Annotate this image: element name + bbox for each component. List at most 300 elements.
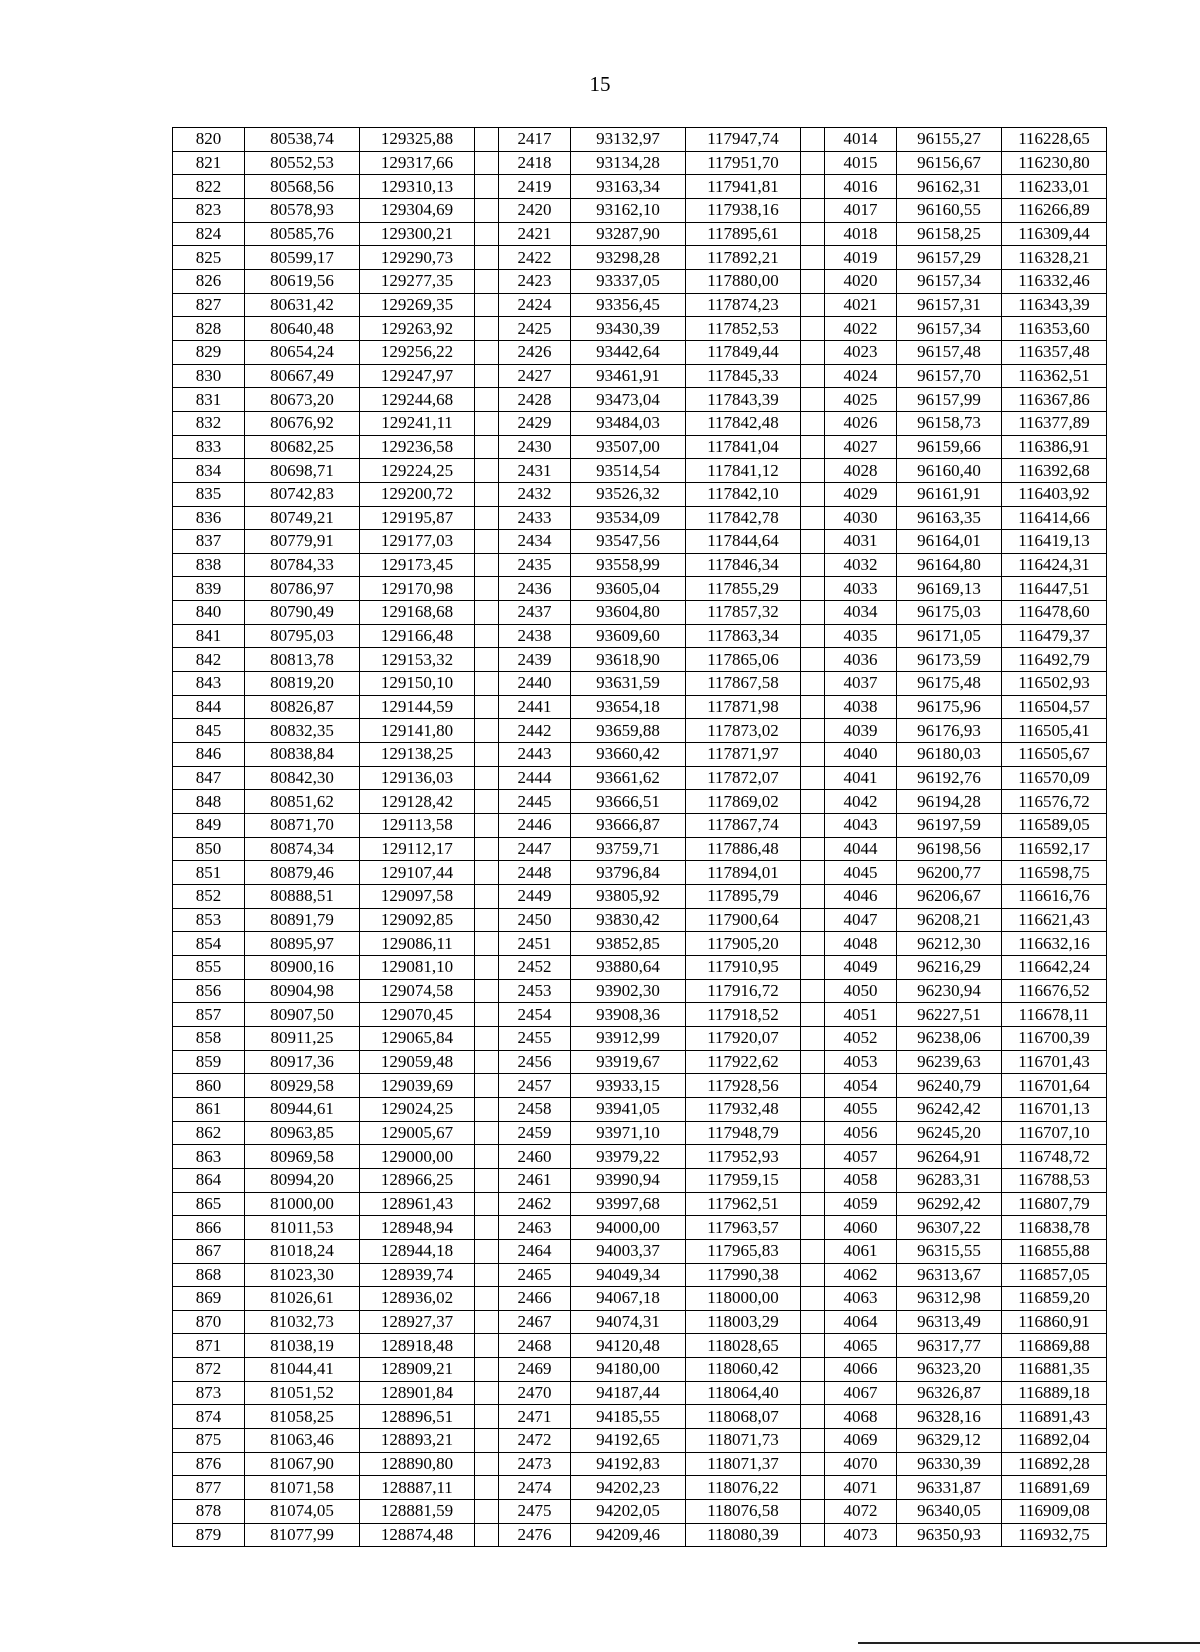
table-cell: 4037: [825, 672, 897, 696]
spacer-cell: [801, 1476, 825, 1500]
table-cell: 849: [173, 814, 245, 838]
table-cell: 2442: [499, 719, 571, 743]
table-cell: 96194,28: [897, 790, 1002, 814]
table-cell: 93666,87: [571, 814, 686, 838]
table-cell: 4029: [825, 482, 897, 506]
table-cell: 2439: [499, 648, 571, 672]
spacer-cell: [801, 1168, 825, 1192]
table-cell: 128909,21: [360, 1358, 475, 1382]
spacer-cell: [801, 340, 825, 364]
table-cell: 96163,35: [897, 506, 1002, 530]
table-cell: 2455: [499, 1026, 571, 1050]
table-row: [173, 672, 1107, 696]
table-row: [173, 506, 1107, 530]
spacer-cell: [801, 175, 825, 199]
table-cell: 80826,87: [245, 695, 360, 719]
spacer-cell: [475, 1074, 499, 1098]
table-cell: 129177,03: [360, 530, 475, 554]
table-cell: 129195,87: [360, 506, 475, 530]
table-cell: 2473: [499, 1452, 571, 1476]
table-cell: 96206,67: [897, 885, 1002, 909]
spacer-cell: [801, 624, 825, 648]
table-cell: 128944,18: [360, 1239, 475, 1263]
table-cell: 4073: [825, 1523, 897, 1547]
table-cell: 859: [173, 1050, 245, 1074]
table-cell: 116504,57: [1002, 695, 1107, 719]
table-cell: 129136,03: [360, 766, 475, 790]
spacer-cell: [801, 743, 825, 767]
table-cell: 2437: [499, 601, 571, 625]
table-cell: 2463: [499, 1216, 571, 1240]
table-cell: 96264,91: [897, 1145, 1002, 1169]
table-cell: 96331,87: [897, 1476, 1002, 1500]
table-cell: 129256,22: [360, 340, 475, 364]
table-row: [173, 1405, 1107, 1429]
table-cell: 96173,59: [897, 648, 1002, 672]
table-cell: 128893,21: [360, 1429, 475, 1453]
table-cell: 117928,56: [686, 1074, 801, 1098]
spacer-cell: [475, 198, 499, 222]
table-cell: 96161,91: [897, 482, 1002, 506]
spacer-cell: [801, 719, 825, 743]
table-cell: 129224,25: [360, 459, 475, 483]
table-cell: 4070: [825, 1452, 897, 1476]
table-cell: 93514,54: [571, 459, 686, 483]
table-cell: 80585,76: [245, 222, 360, 246]
table-cell: 4032: [825, 553, 897, 577]
table-cell: 129138,25: [360, 743, 475, 767]
table-cell: 858: [173, 1026, 245, 1050]
spacer-cell: [475, 1429, 499, 1453]
table-cell: 4040: [825, 743, 897, 767]
table-cell: 93605,04: [571, 577, 686, 601]
table-cell: 129290,73: [360, 246, 475, 270]
table-cell: 96175,48: [897, 672, 1002, 696]
table-cell: 865: [173, 1192, 245, 1216]
table-cell: 80851,62: [245, 790, 360, 814]
table-row: [173, 577, 1107, 601]
table-cell: 2419: [499, 175, 571, 199]
table-cell: 869: [173, 1287, 245, 1311]
table-cell: 80907,50: [245, 1003, 360, 1027]
table-cell: 129092,85: [360, 908, 475, 932]
table-cell: 129150,10: [360, 672, 475, 696]
table-row: [173, 932, 1107, 956]
table-cell: 96158,73: [897, 411, 1002, 435]
table-cell: 116228,65: [1002, 128, 1107, 152]
table-cell: 93933,15: [571, 1074, 686, 1098]
table-cell: 93830,42: [571, 908, 686, 932]
table-cell: 118076,22: [686, 1476, 801, 1500]
table-cell: 80786,97: [245, 577, 360, 601]
spacer-cell: [801, 151, 825, 175]
table-cell: 117938,16: [686, 198, 801, 222]
table-row: [173, 1263, 1107, 1287]
table-cell: 2428: [499, 388, 571, 412]
table-cell: 96230,94: [897, 979, 1002, 1003]
table-cell: 825: [173, 246, 245, 270]
table-cell: 129113,58: [360, 814, 475, 838]
table-cell: 2468: [499, 1334, 571, 1358]
table-cell: 116891,69: [1002, 1476, 1107, 1500]
table-cell: 826: [173, 269, 245, 293]
table-cell: 96242,42: [897, 1097, 1002, 1121]
table-cell: 96245,20: [897, 1121, 1002, 1145]
table-cell: 4016: [825, 175, 897, 199]
table-cell: 116576,72: [1002, 790, 1107, 814]
table-cell: 117874,23: [686, 293, 801, 317]
table-cell: 93604,80: [571, 601, 686, 625]
table-cell: 93971,10: [571, 1121, 686, 1145]
table-cell: 117910,95: [686, 955, 801, 979]
table-cell: 96312,98: [897, 1287, 1002, 1311]
table-cell: 96175,03: [897, 601, 1002, 625]
spacer-cell: [475, 577, 499, 601]
table-row: [173, 1026, 1107, 1050]
table-cell: 80895,97: [245, 932, 360, 956]
table-cell: 116592,17: [1002, 837, 1107, 861]
table-cell: 117922,62: [686, 1050, 801, 1074]
table-cell: 93507,00: [571, 435, 686, 459]
table-cell: 96227,51: [897, 1003, 1002, 1027]
spacer-cell: [475, 340, 499, 364]
table-cell: 93902,30: [571, 979, 686, 1003]
table-cell: 117849,44: [686, 340, 801, 364]
table-row: [173, 364, 1107, 388]
table-cell: 81067,90: [245, 1452, 360, 1476]
spacer-cell: [475, 1358, 499, 1382]
spacer-cell: [475, 1452, 499, 1476]
table-cell: 2464: [499, 1239, 571, 1263]
table-cell: 855: [173, 955, 245, 979]
table-cell: 863: [173, 1145, 245, 1169]
table-cell: 4065: [825, 1334, 897, 1358]
spacer-cell: [475, 837, 499, 861]
table-cell: 93461,91: [571, 364, 686, 388]
spacer-cell: [801, 577, 825, 601]
table-cell: 874: [173, 1405, 245, 1429]
table-cell: 80963,85: [245, 1121, 360, 1145]
table-cell: 2449: [499, 885, 571, 909]
table-cell: 80871,70: [245, 814, 360, 838]
table-cell: 851: [173, 861, 245, 885]
table-cell: 117865,06: [686, 648, 801, 672]
table-cell: 116678,11: [1002, 1003, 1107, 1027]
table-cell: 2475: [499, 1500, 571, 1524]
table-cell: 117857,32: [686, 601, 801, 625]
table-cell: 93298,28: [571, 246, 686, 270]
spacer-cell: [801, 766, 825, 790]
table-cell: 93526,32: [571, 482, 686, 506]
table-row: [173, 1074, 1107, 1098]
table-row: [173, 175, 1107, 199]
spacer-cell: [801, 128, 825, 152]
spacer-cell: [801, 388, 825, 412]
table-cell: 96313,49: [897, 1310, 1002, 1334]
spacer-cell: [475, 861, 499, 885]
table-cell: 94187,44: [571, 1381, 686, 1405]
table-cell: 129112,17: [360, 837, 475, 861]
table-cell: 116266,89: [1002, 198, 1107, 222]
spacer-cell: [475, 506, 499, 530]
spacer-cell: [475, 814, 499, 838]
table-cell: 96239,63: [897, 1050, 1002, 1074]
table-cell: 96328,16: [897, 1405, 1002, 1429]
table-cell: 94209,46: [571, 1523, 686, 1547]
spacer-cell: [801, 672, 825, 696]
table-cell: 116362,51: [1002, 364, 1107, 388]
table-row: [173, 908, 1107, 932]
table-cell: 96157,34: [897, 269, 1002, 293]
table-cell: 93919,67: [571, 1050, 686, 1074]
table-row: [173, 1381, 1107, 1405]
table-cell: 117947,74: [686, 128, 801, 152]
spacer-cell: [801, 790, 825, 814]
spacer-cell: [475, 1263, 499, 1287]
table-cell: 96176,93: [897, 719, 1002, 743]
table-cell: 116932,75: [1002, 1523, 1107, 1547]
table-cell: 4054: [825, 1074, 897, 1098]
spacer-cell: [801, 222, 825, 246]
table-cell: 117990,38: [686, 1263, 801, 1287]
table-cell: 96317,77: [897, 1334, 1002, 1358]
table-cell: 843: [173, 672, 245, 696]
spacer-cell: [475, 459, 499, 483]
table-row: [173, 435, 1107, 459]
table-cell: 2425: [499, 317, 571, 341]
table-cell: 80929,58: [245, 1074, 360, 1098]
table-cell: 2423: [499, 269, 571, 293]
table-cell: 854: [173, 932, 245, 956]
table-cell: 129153,32: [360, 648, 475, 672]
spacer-cell: [475, 1050, 499, 1074]
table-cell: 2457: [499, 1074, 571, 1098]
table-cell: 80578,93: [245, 198, 360, 222]
table-cell: 4031: [825, 530, 897, 554]
table-cell: 117855,29: [686, 577, 801, 601]
table-cell: 129277,35: [360, 269, 475, 293]
table-cell: 93666,51: [571, 790, 686, 814]
table-cell: 116869,88: [1002, 1334, 1107, 1358]
spacer-cell: [475, 648, 499, 672]
table-cell: 80631,42: [245, 293, 360, 317]
bottom-rule: [858, 1642, 1200, 1644]
table-cell: 2472: [499, 1429, 571, 1453]
table-cell: 80552,53: [245, 151, 360, 175]
table-cell: 81038,19: [245, 1334, 360, 1358]
table-cell: 116701,43: [1002, 1050, 1107, 1074]
spacer-cell: [475, 246, 499, 270]
table-cell: 117841,04: [686, 435, 801, 459]
table-cell: 129317,66: [360, 151, 475, 175]
table-cell: 4059: [825, 1192, 897, 1216]
spacer-cell: [475, 553, 499, 577]
table-cell: 116589,05: [1002, 814, 1107, 838]
table-cell: 117965,83: [686, 1239, 801, 1263]
table-cell: 2441: [499, 695, 571, 719]
table-cell: 80538,74: [245, 128, 360, 152]
table-cell: 116392,68: [1002, 459, 1107, 483]
table-cell: 81044,41: [245, 1358, 360, 1382]
table-cell: 93132,97: [571, 128, 686, 152]
spacer-cell: [475, 435, 499, 459]
table-cell: 834: [173, 459, 245, 483]
table-cell: 2448: [499, 861, 571, 885]
spacer-cell: [475, 601, 499, 625]
table-cell: 80698,71: [245, 459, 360, 483]
spacer-cell: [801, 1121, 825, 1145]
table-cell: 93805,92: [571, 885, 686, 909]
table-cell: 96198,56: [897, 837, 1002, 861]
table-cell: 118003,29: [686, 1310, 801, 1334]
table-cell: 4064: [825, 1310, 897, 1334]
table-cell: 80667,49: [245, 364, 360, 388]
table-cell: 117863,34: [686, 624, 801, 648]
table-cell: 117895,79: [686, 885, 801, 909]
table-cell: 2461: [499, 1168, 571, 1192]
table-cell: 116230,80: [1002, 151, 1107, 175]
table-cell: 4068: [825, 1405, 897, 1429]
table-cell: 2424: [499, 293, 571, 317]
table-cell: 96156,67: [897, 151, 1002, 175]
table-cell: 2476: [499, 1523, 571, 1547]
table-cell: 116377,89: [1002, 411, 1107, 435]
spacer-cell: [475, 1145, 499, 1169]
table-cell: 856: [173, 979, 245, 1003]
spacer-cell: [801, 1287, 825, 1311]
table-cell: 129166,48: [360, 624, 475, 648]
table-cell: 116570,09: [1002, 766, 1107, 790]
spacer-cell: [801, 955, 825, 979]
spacer-cell: [801, 1050, 825, 1074]
table-cell: 837: [173, 530, 245, 554]
table-cell: 116707,10: [1002, 1121, 1107, 1145]
table-cell: 129039,69: [360, 1074, 475, 1098]
table-cell: 4041: [825, 766, 897, 790]
table-cell: 129304,69: [360, 198, 475, 222]
table-cell: 118076,58: [686, 1500, 801, 1524]
table-cell: 96155,27: [897, 128, 1002, 152]
table-cell: 80784,33: [245, 553, 360, 577]
spacer-cell: [801, 601, 825, 625]
table-cell: 4045: [825, 861, 897, 885]
table-cell: 128896,51: [360, 1405, 475, 1429]
table-cell: 4014: [825, 128, 897, 152]
table-cell: 835: [173, 482, 245, 506]
spacer-cell: [801, 1405, 825, 1429]
table-cell: 4030: [825, 506, 897, 530]
table-cell: 4035: [825, 624, 897, 648]
table-cell: 848: [173, 790, 245, 814]
table-row: [173, 624, 1107, 648]
table-cell: 117852,53: [686, 317, 801, 341]
table-row: [173, 648, 1107, 672]
table-cell: 93659,88: [571, 719, 686, 743]
table-cell: 96315,55: [897, 1239, 1002, 1263]
table-cell: 80742,83: [245, 482, 360, 506]
spacer-cell: [801, 269, 825, 293]
table-cell: 117951,70: [686, 151, 801, 175]
table-cell: 80819,20: [245, 672, 360, 696]
table-row: [173, 1452, 1107, 1476]
table-cell: 80874,34: [245, 837, 360, 861]
table-cell: 116492,79: [1002, 648, 1107, 672]
table-cell: 80891,79: [245, 908, 360, 932]
table-cell: 128887,11: [360, 1476, 475, 1500]
table-cell: 831: [173, 388, 245, 412]
table-cell: 840: [173, 601, 245, 625]
table-cell: 93356,45: [571, 293, 686, 317]
table-cell: 117918,52: [686, 1003, 801, 1027]
table-cell: 850: [173, 837, 245, 861]
table-cell: 2466: [499, 1287, 571, 1311]
spacer-cell: [801, 908, 825, 932]
table-cell: 93654,18: [571, 695, 686, 719]
spacer-cell: [475, 175, 499, 199]
spacer-cell: [801, 1192, 825, 1216]
table-cell: 117916,72: [686, 979, 801, 1003]
table-cell: 118071,73: [686, 1429, 801, 1453]
table-cell: 866: [173, 1216, 245, 1240]
table-row: [173, 269, 1107, 293]
table-cell: 93661,62: [571, 766, 686, 790]
table-cell: 868: [173, 1263, 245, 1287]
table-cell: 829: [173, 340, 245, 364]
table-cell: 94000,00: [571, 1216, 686, 1240]
table-cell: 94202,23: [571, 1476, 686, 1500]
table-row: [173, 553, 1107, 577]
table-cell: 128966,25: [360, 1168, 475, 1192]
table-cell: 129168,68: [360, 601, 475, 625]
table-cell: 116233,01: [1002, 175, 1107, 199]
table-cell: 116889,18: [1002, 1381, 1107, 1405]
table-cell: 4046: [825, 885, 897, 909]
table-cell: 2436: [499, 577, 571, 601]
table-row: [173, 979, 1107, 1003]
spacer-cell: [801, 1500, 825, 1524]
table-cell: 93558,99: [571, 553, 686, 577]
table-cell: 827: [173, 293, 245, 317]
table-cell: 96164,80: [897, 553, 1002, 577]
table-cell: 80673,20: [245, 388, 360, 412]
table-row: [173, 955, 1107, 979]
table-cell: 876: [173, 1452, 245, 1476]
table-cell: 116353,60: [1002, 317, 1107, 341]
table-cell: 823: [173, 198, 245, 222]
table-cell: 824: [173, 222, 245, 246]
table-cell: 96180,03: [897, 743, 1002, 767]
table-cell: 93430,39: [571, 317, 686, 341]
table-cell: 129024,25: [360, 1097, 475, 1121]
table-row: [173, 837, 1107, 861]
table-cell: 116414,66: [1002, 506, 1107, 530]
table-cell: 118068,07: [686, 1405, 801, 1429]
table-row: [173, 151, 1107, 175]
table-cell: 116701,13: [1002, 1097, 1107, 1121]
table-cell: 96292,42: [897, 1192, 1002, 1216]
table-cell: 80790,49: [245, 601, 360, 625]
spacer-cell: [801, 246, 825, 270]
table-cell: 117843,39: [686, 388, 801, 412]
table-cell: 2445: [499, 790, 571, 814]
table-cell: 93759,71: [571, 837, 686, 861]
table-cell: 4052: [825, 1026, 897, 1050]
table-row: [173, 1145, 1107, 1169]
spacer-cell: [475, 482, 499, 506]
table-cell: 4034: [825, 601, 897, 625]
table-cell: 93990,94: [571, 1168, 686, 1192]
table-cell: 4053: [825, 1050, 897, 1074]
